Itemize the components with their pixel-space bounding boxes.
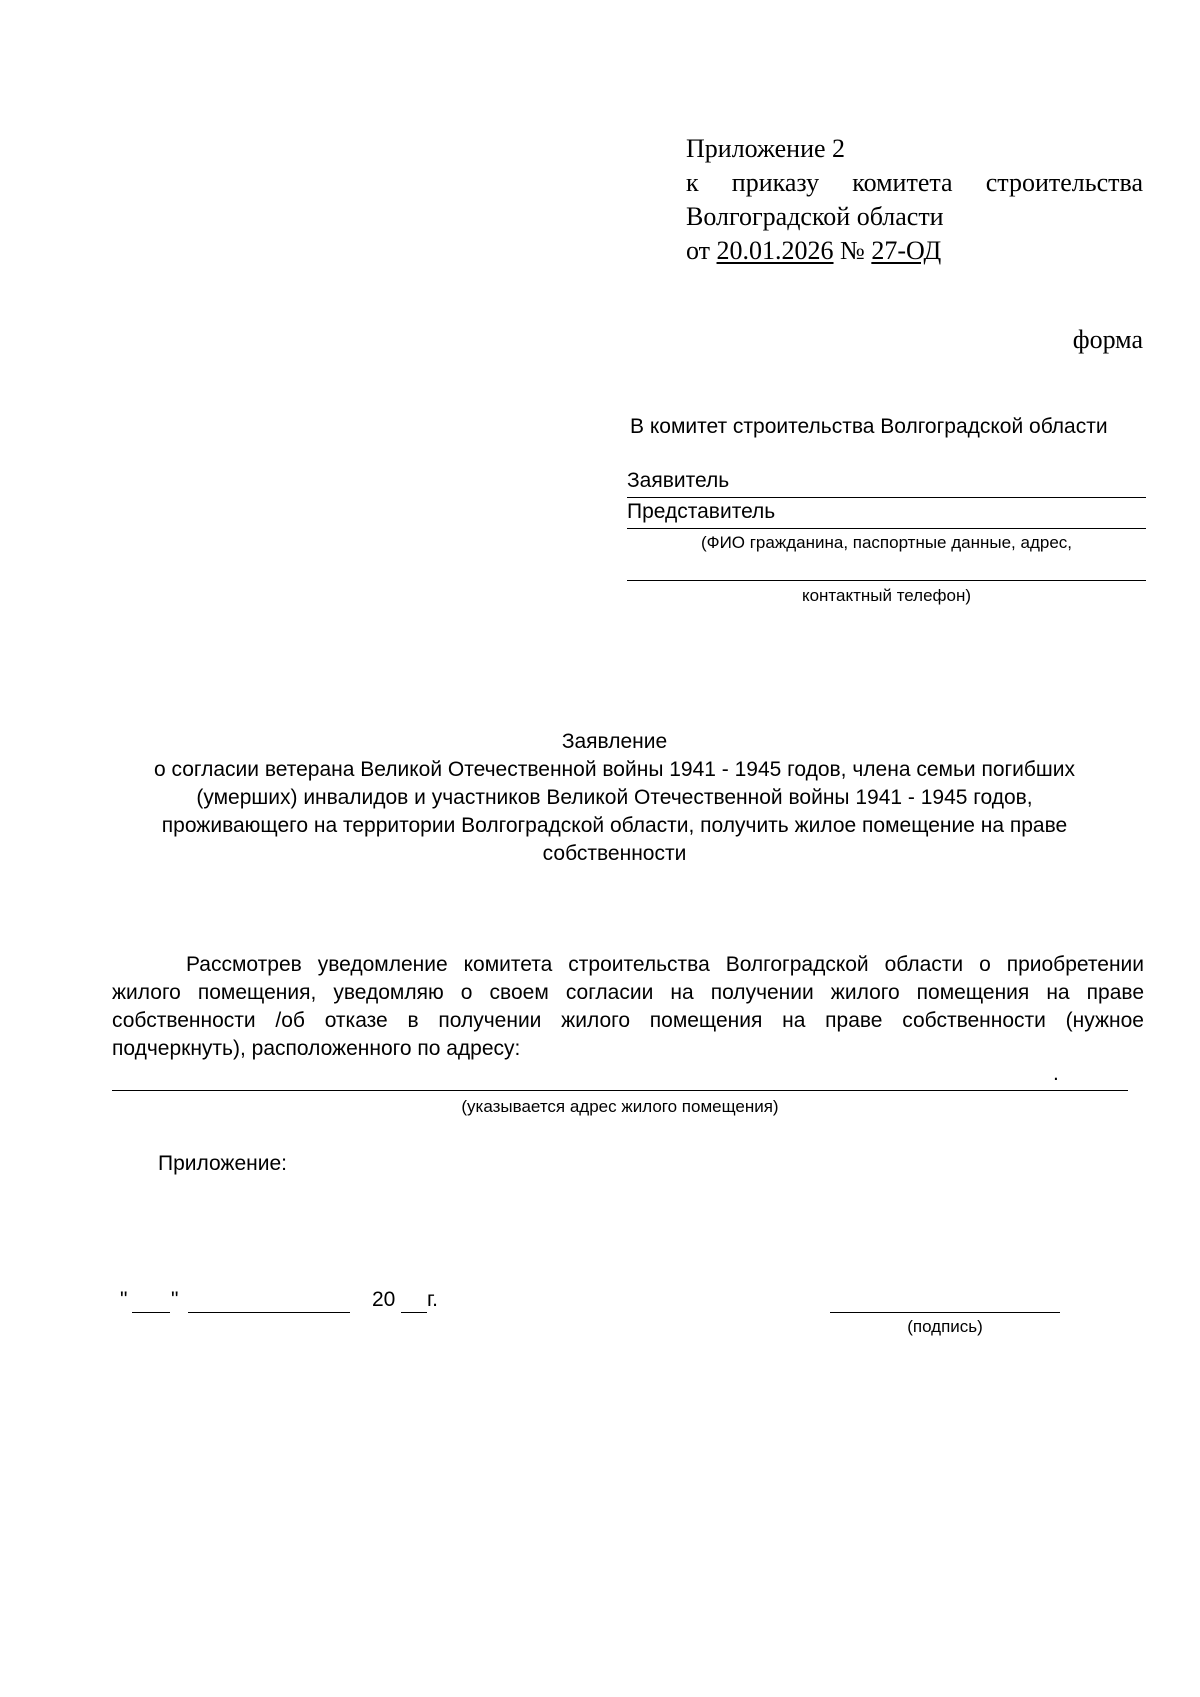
statement-subtitle-line2: (умерших) инвалидов и участников Великой Отечественной войны 1941 - 1945 годов, [196, 786, 1033, 809]
representative-field[interactable] [627, 497, 1146, 529]
appendix-label: Приложение 2 [686, 134, 846, 163]
year-suffix: г. [427, 1288, 438, 1311]
statement-subtitle-line1: о согласии ветерана Великой Отечественной войны 1941 - 1945 годов, члена семьи погибших [153, 758, 1076, 781]
applicant-details-line[interactable] [627, 580, 1146, 581]
address-end-mark: . [1053, 1062, 1059, 1085]
statement-body: Рассмотрев уведомление комитета строительства Волгоградской области о приобретении жилого помещения, уведомляю о своем согласии на получении жилого помещения на праве собственности /об отказе в получении жилого помещения на праве собственности (нужное подчеркнуть), расположенного по адресу: [112, 953, 1144, 1060]
representative-label: Представитель [627, 500, 776, 523]
year-prefix: 20 [372, 1288, 396, 1311]
statement-subtitle-line4: собственности [542, 842, 687, 865]
month-field[interactable] [188, 1312, 350, 1313]
statement-subtitle-line3: проживающего на территории Волгоградской области, получить жилое помещение на праве [161, 814, 1068, 837]
order-date-line [686, 234, 1143, 268]
recipient-committee: В комитет строительства Волгоградской области [630, 415, 1108, 438]
number-sign: № [840, 236, 865, 265]
applicant-label: Заявитель [627, 469, 730, 492]
order-date: 20.01.2026 [716, 236, 834, 265]
attachment-label: Приложение: [158, 1152, 288, 1175]
date-quote-close: " [171, 1288, 179, 1311]
date-prefix: от [686, 236, 711, 265]
applicant-caption-line1: (ФИО гражданина, паспортные данные, адрес, [700, 533, 1073, 552]
address-caption: (указывается адрес жилого помещения) [461, 1097, 779, 1116]
statement-heading: Заявление [561, 730, 668, 753]
year-field[interactable] [401, 1312, 427, 1313]
form-label: форма [1072, 325, 1143, 354]
region-line: Волгоградской области [686, 202, 944, 231]
order-reference-line: к приказу комитета строительства [686, 168, 1143, 197]
date-quote-open: " [120, 1288, 128, 1311]
order-number: 27-ОД [871, 236, 942, 265]
statement-title [112, 728, 1117, 868]
signature-caption: (подпись) [907, 1317, 983, 1336]
signature-field[interactable] [830, 1312, 1060, 1313]
applicant-field[interactable] [627, 466, 1146, 498]
day-field[interactable] [132, 1312, 170, 1313]
applicant-caption-line2: контактный телефон) [801, 586, 972, 605]
address-field[interactable] [112, 1090, 1128, 1091]
